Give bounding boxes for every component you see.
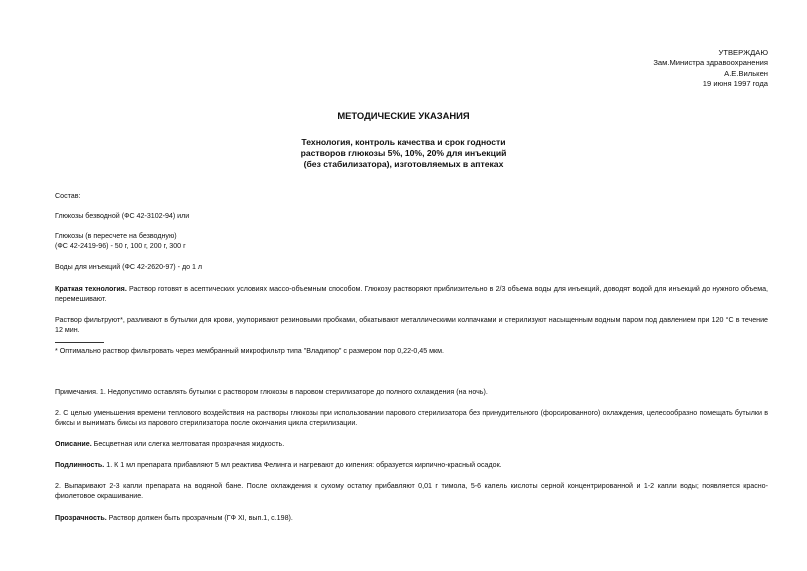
description-text: Бесцветная или слегка желтоватая прозрачная жидкость. (91, 440, 285, 448)
footnote: * Оптимально раствор фильтровать через мембранный микрофильтр типа "Владипор" с размером пор 0,22-0,45 мкм. (55, 347, 445, 355)
clarity-text: Раствор должен быть прозрачным (ГФ XI, вып.1, с.198). (106, 514, 293, 522)
document-title: МЕТОДИЧЕСКИЕ УКАЗАНИЯ (337, 110, 470, 121)
clarity-paragraph (55, 514, 768, 524)
composition-heading: Состав: (55, 192, 81, 200)
composition-item-glucose (55, 232, 768, 251)
composition-item-glucose-anhydrous: Глюкозы безводной (ФС 42-3102-94) или (55, 212, 190, 220)
subtitle-line-3: (без стабилизатора), изготовляемых в аптеках (303, 159, 504, 169)
technology-label: Краткая технология. (55, 285, 127, 293)
footnote-divider (55, 342, 104, 343)
description-paragraph (55, 440, 768, 450)
authenticity-paragraph (55, 461, 768, 471)
approval-date: 19 июня 1997 года (702, 79, 768, 89)
note-1: Примечания. 1. Недопустимо оставлять бутылки с раствором глюкозы в паровом стерилизаторе до полного охлаждения (на ночь). (55, 388, 488, 396)
authenticity-label: Подлинность. (55, 461, 105, 469)
composition-item-glucose-line-1: Глюкозы (в пересчете на безводную) (55, 232, 177, 240)
authenticity-test-2: 2. Выпаривают 2-3 капли препарата на водяной бане. После охлаждения к сухому остатку прибавляют 0,01 г тимола, 5-6 капель кислоты серной концентрированной и 1-2 капли воды; появляется красно-фиолетовое окрашивание. (55, 482, 768, 500)
approval-block (653, 48, 768, 90)
composition-item-glucose-line-2: (ФС 42-2419-96) - 50 г, 100 г, 200 г, 300 г (55, 241, 186, 250)
description-label: Описание. (55, 440, 92, 448)
document-subtitle (0, 137, 807, 170)
technology-paragraph (55, 285, 768, 304)
composition-item-water: Воды для инъекций (ФС 42-2620-97) - до 1 л (55, 263, 203, 271)
approval-heading: УТВЕРЖДАЮ (718, 48, 768, 57)
approval-position: Зам.Министра здравоохранения (653, 58, 768, 68)
filtration-paragraph: Раствор фильтруют*, разливают в бутылки для крови, укупоривают резиновыми пробками, обкатывают металлическими колпачками и стерилизуют насыщенным водным паром под давлением при 120 °С в течение 12 мин. (55, 316, 768, 334)
note-2: 2. С целью уменьшения времени теплового воздействия на растворы глюкозы при использовании парового стерилизатора без принудительного (форсированного) охлаждения, целесообразно помещать бутылки в биксы и вынимать биксы из парового стерилизатора после окончания цикла стерилизации. (55, 409, 768, 427)
technology-text: Раствор готовят в асептических условиях массо-объемным способом. Глюкозу растворяют приблизительно в 2/3 объема воды для инъекций, доводят водой для инъекций до нужного объема, перемешивают. (55, 285, 768, 303)
clarity-label: Прозрачность. (55, 514, 107, 522)
authenticity-test-1: 1. К 1 мл препарата прибавляют 5 мл реактива Фелинга и нагревают до кипения: образуется кирпично-красный осадок. (104, 461, 502, 469)
subtitle-line-2: растворов глюкозы 5%, 10%, 20% для инъекций (300, 148, 507, 158)
subtitle-line-1: Технология, контроль качества и срок годности (301, 137, 506, 147)
approval-name: А.Е.Вилькен (724, 68, 768, 78)
